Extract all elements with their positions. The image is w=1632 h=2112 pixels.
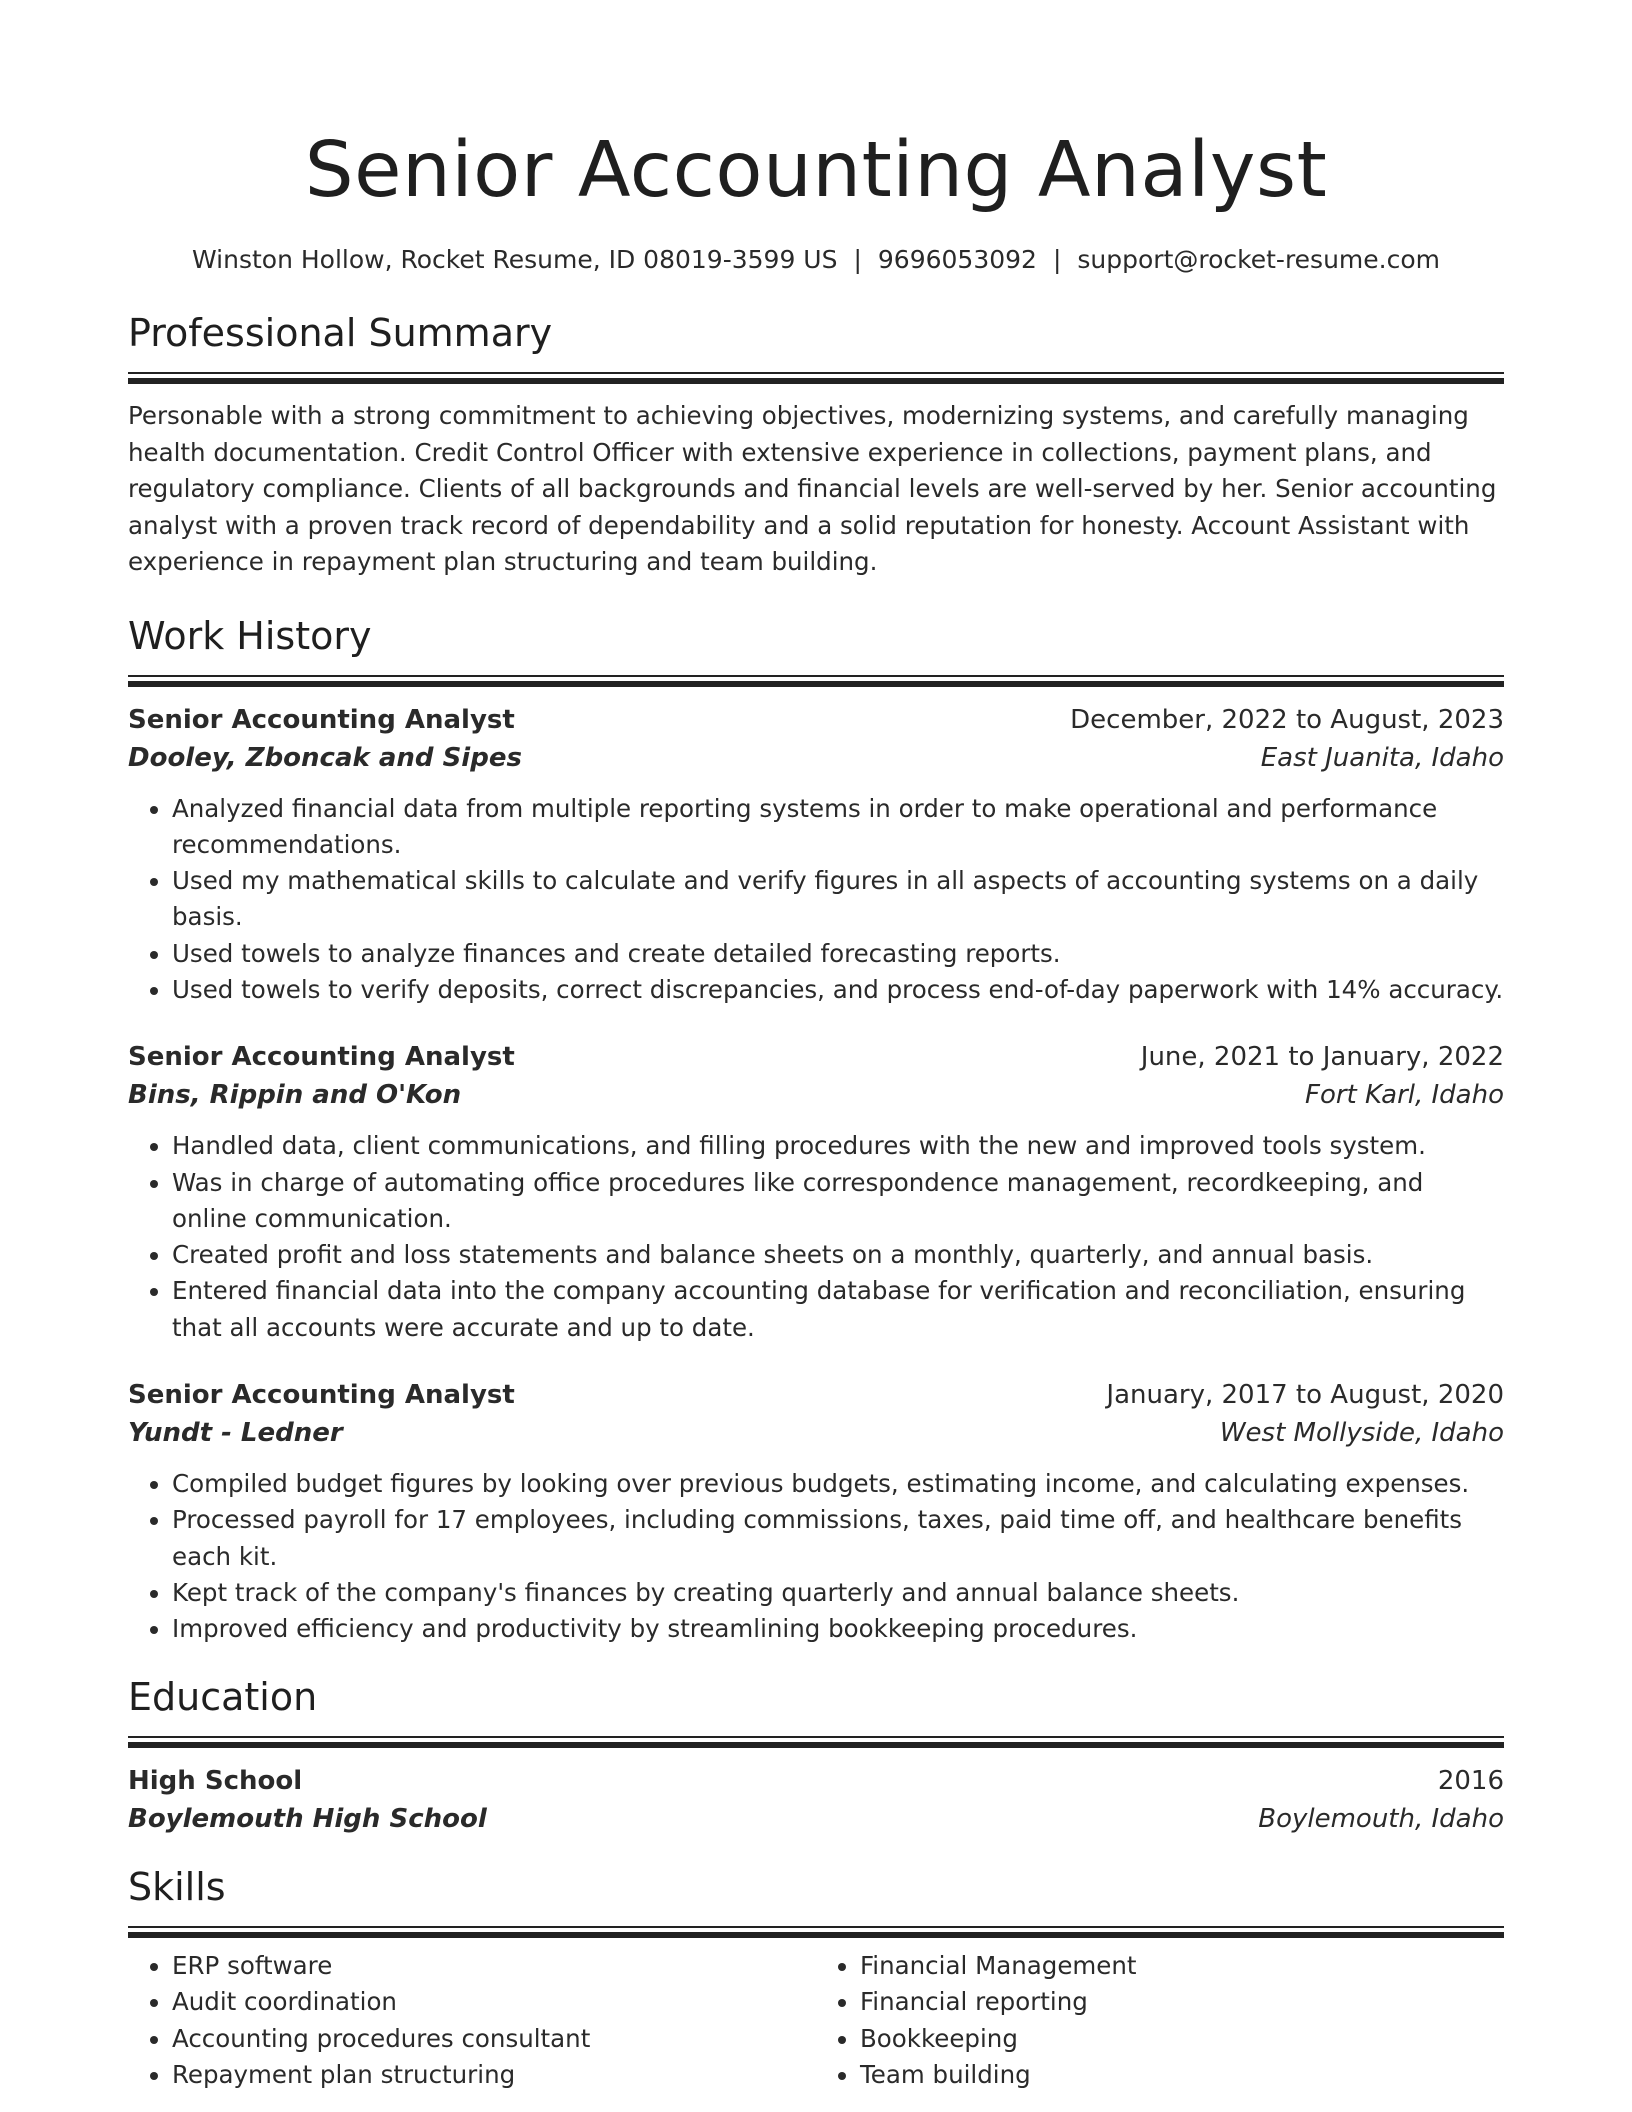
job-header xyxy=(128,1038,1504,1076)
education-location: Boylemouth, Idaho xyxy=(1258,1803,1504,1834)
education-degree: High School xyxy=(128,1765,303,1796)
candidate-name: Senior Accounting Analyst xyxy=(304,126,1328,215)
list-item: • Kept track of the company's finances by creating quarterly and annual balance sheets. xyxy=(172,1575,1504,1611)
job-dates: January, 2017 to August, 2020 xyxy=(1106,1380,1504,1411)
work-history-heading: Work History xyxy=(128,613,372,658)
list-item: • Processed payroll for 17 employees, including commissions, taxes, paid time off, and healthcare benefits each kit. xyxy=(172,1502,1504,1575)
job-title: Senior Accounting Analyst xyxy=(128,1380,515,1411)
section-divider xyxy=(128,1736,1504,1748)
education-school: Boylemouth High School xyxy=(128,1803,487,1834)
job-header xyxy=(128,701,1504,739)
skill-item: • Accounting procedures consultant xyxy=(172,2021,816,2058)
section-divider xyxy=(128,675,1504,687)
job-title: Senior Accounting Analyst xyxy=(128,704,515,735)
skills-list-left xyxy=(128,1948,816,2094)
job-entry xyxy=(128,701,1504,1009)
skill-item: • Financial reporting xyxy=(860,1984,1504,2021)
summary-heading: Professional Summary xyxy=(128,311,553,355)
job-entry xyxy=(128,1038,1504,1346)
list-item: • Handled data, client communications, and filling procedures with the new and improved tools system. xyxy=(172,1128,1504,1164)
skill-item: • Team building xyxy=(860,2057,1504,2094)
list-item: • Was in charge of automating office procedures like correspondence management, recordkeeping, and online communication. xyxy=(172,1165,1504,1238)
contact-phone: 9696053092 xyxy=(877,245,1037,274)
job-company: Dooley, Zboncak and Sipes xyxy=(128,742,522,773)
skill-item: • ERP software xyxy=(172,1948,816,1985)
skill-item: • Audit coordination xyxy=(172,1984,816,2021)
contact-separator: | xyxy=(853,245,862,274)
job-bullets xyxy=(128,1128,1504,1346)
skills-list-right xyxy=(816,1948,1504,2094)
section-divider xyxy=(128,372,1504,384)
work-history-section xyxy=(128,611,1504,1648)
skill-item: • Bookkeeping xyxy=(860,2021,1504,2058)
job-subheader xyxy=(128,739,1504,777)
summary-section xyxy=(128,308,1504,581)
contact-line xyxy=(128,242,1504,278)
job-location: Fort Karl, Idaho xyxy=(1305,1080,1504,1111)
list-item: • Improved efficiency and productivity by streamlining bookkeeping procedures. xyxy=(172,1611,1504,1647)
list-item: • Compiled budget figures by looking over previous budgets, estimating income, and calculating expenses. xyxy=(172,1466,1504,1502)
skill-item: • Repayment plan structuring xyxy=(172,2057,816,2094)
list-item: • Used my mathematical skills to calculate and verify figures in all aspects of accounting systems on a daily basis. xyxy=(172,863,1504,936)
job-company: Bins, Rippin and O'Kon xyxy=(128,1080,462,1111)
skills-columns xyxy=(128,1948,1504,2094)
section-divider xyxy=(128,1926,1504,1938)
skill-item: • Financial Management xyxy=(860,1948,1504,1985)
list-item: • Created profit and loss statements and balance sheets on a monthly, quarterly, and annual basis. xyxy=(172,1237,1504,1273)
list-item: • Used towels to analyze finances and create detailed forecasting reports. xyxy=(172,936,1504,972)
education-subheader xyxy=(128,1800,1504,1838)
list-item: • Used towels to verify deposits, correct discrepancies, and process end-of-day paperwork with 14% accuracy. xyxy=(172,972,1504,1008)
contact-separator: | xyxy=(1052,245,1062,274)
job-bullets xyxy=(128,791,1504,1009)
education-header xyxy=(128,1762,1504,1800)
job-bullets xyxy=(128,1466,1504,1647)
job-title: Senior Accounting Analyst xyxy=(128,1042,515,1073)
skills-heading: Skills xyxy=(128,1864,226,1909)
job-entry xyxy=(128,1376,1504,1647)
skills-section xyxy=(128,1862,1504,2094)
job-dates: December, 2022 to August, 2023 xyxy=(1070,704,1504,735)
job-subheader xyxy=(128,1414,1504,1452)
education-heading: Education xyxy=(128,1674,318,1719)
job-location: East Juanita, Idaho xyxy=(1260,742,1504,773)
list-item: • Analyzed financial data from multiple reporting systems in order to make operational and performance recommendations. xyxy=(172,791,1504,864)
summary-text: Personable with a strong commitment to achieving objectives, modernizing systems, and carefully managing health documentation. Credit Control Officer with extensive experience in collections, payment plans, and regulatory compliance. Clients of all backgrounds and financial levels are well-served by her. Senior accounting analyst with a proven track record of dependability and a solid reputation for honesty. Account Assistant with experience in repayment plan structuring and team building. xyxy=(128,401,1497,576)
contact-email: support@rocket-resume.com xyxy=(1077,245,1441,274)
job-location: West Mollyside, Idaho xyxy=(1219,1418,1504,1449)
job-subheader xyxy=(128,1076,1504,1114)
education-entry xyxy=(128,1762,1504,1838)
job-company: Yundt - Ledner xyxy=(128,1418,343,1449)
contact-address: Winston Hollow, Rocket Resume, ID 08019-3599 US xyxy=(191,245,838,274)
education-section xyxy=(128,1672,1504,1838)
education-year: 2016 xyxy=(1437,1765,1504,1796)
job-header xyxy=(128,1376,1504,1414)
list-item: • Entered financial data into the company accounting database for verification and reconciliation, ensuring that all accounts were accurate and up to date. xyxy=(172,1273,1504,1346)
job-dates: June, 2021 to January, 2022 xyxy=(1140,1042,1504,1073)
